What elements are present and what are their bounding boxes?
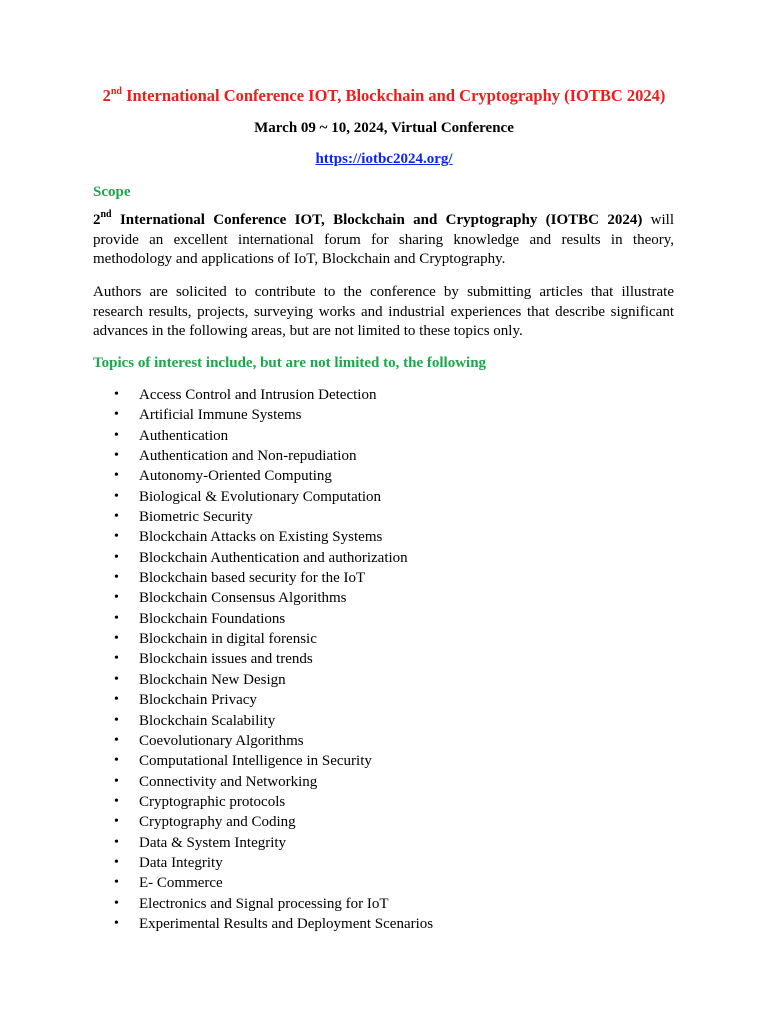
bullet-icon: • bbox=[114, 590, 119, 606]
bullet-icon: • bbox=[114, 549, 119, 565]
topic-text: Blockchain Foundations bbox=[139, 610, 286, 627]
list-item bbox=[93, 405, 433, 425]
topic-text: Cryptography and Coding bbox=[139, 814, 296, 831]
scope-lead-text: International Conference IOT, Blockchain and Cryptography (IOTBC 2024) bbox=[111, 212, 643, 228]
list-item bbox=[93, 914, 433, 934]
scope-lead-ordinal: 2 bbox=[93, 212, 101, 228]
bullet-icon: • bbox=[114, 488, 119, 504]
list-item bbox=[93, 466, 433, 486]
list-item bbox=[93, 548, 433, 568]
topic-text: Coevolutionary Algorithms bbox=[139, 732, 304, 749]
list-item bbox=[93, 772, 433, 792]
topic-text: Cryptographic protocols bbox=[139, 793, 286, 810]
title-text: International Conference IOT, Blockchain and Cryptography (IOTBC 2024) bbox=[121, 86, 666, 105]
bullet-icon: • bbox=[114, 895, 119, 911]
bullet-icon: • bbox=[114, 732, 119, 748]
list-item bbox=[93, 385, 433, 405]
bullet-icon: • bbox=[114, 651, 119, 667]
bullet-icon: • bbox=[114, 854, 119, 870]
topic-text: Access Control and Intrusion Detection bbox=[139, 387, 377, 403]
topic-text: Blockchain Scalability bbox=[139, 712, 276, 729]
topic-text: E- Commerce bbox=[139, 875, 223, 892]
topic-text: Blockchain Attacks on Existing Systems bbox=[139, 529, 383, 546]
list-item bbox=[93, 649, 433, 669]
list-item bbox=[93, 690, 433, 710]
list-item bbox=[93, 751, 433, 771]
list-item bbox=[93, 873, 433, 893]
scope-paragraph-1-text: will provide an excellent international forum for sharing knowledge and results in theory, methodology and applications of IoT, Blockchain and Cryptography. bbox=[93, 212, 674, 267]
conference-url-link[interactable]: https://iotbc2024.org/ bbox=[315, 151, 453, 167]
bullet-icon: • bbox=[114, 570, 119, 586]
bullet-icon: • bbox=[114, 448, 119, 464]
bullet-icon: • bbox=[114, 387, 119, 402]
topic-text: Artificial Immune Systems bbox=[139, 407, 302, 424]
topic-text: Connectivity and Networking bbox=[139, 773, 318, 790]
list-item bbox=[93, 711, 433, 731]
topic-text: Data & System Integrity bbox=[139, 834, 287, 851]
conference-url-line bbox=[0, 148, 768, 170]
list-item bbox=[93, 853, 433, 873]
topic-text: Blockchain Privacy bbox=[139, 692, 257, 709]
title-ordinal: 2 bbox=[102, 86, 111, 105]
bullet-icon: • bbox=[114, 793, 119, 809]
conference-dates: March 09 ~ 10, 2024, Virtual Conference bbox=[254, 120, 514, 136]
topic-text: Blockchain New Design bbox=[139, 671, 286, 688]
topic-text: Authentication and Non-repudiation bbox=[139, 448, 357, 465]
bullet-icon: • bbox=[114, 692, 119, 708]
bullet-icon: • bbox=[114, 671, 119, 687]
scope-heading: Scope bbox=[93, 184, 131, 200]
list-item bbox=[93, 894, 433, 914]
bullet-icon: • bbox=[114, 509, 119, 525]
topics-list bbox=[93, 385, 433, 934]
conference-title bbox=[0, 84, 768, 108]
bullet-icon: • bbox=[114, 915, 119, 931]
list-item bbox=[93, 833, 433, 853]
bullet-icon: • bbox=[114, 407, 119, 423]
list-item bbox=[93, 670, 433, 690]
bullet-icon: • bbox=[114, 712, 119, 728]
bullet-icon: • bbox=[114, 468, 119, 484]
bullet-icon: • bbox=[114, 814, 119, 830]
bullet-icon: • bbox=[114, 875, 119, 891]
topic-text: Blockchain Consensus Algorithms bbox=[139, 590, 347, 607]
scope-lead-ordinal-suffix: nd bbox=[100, 209, 112, 220]
bullet-icon: • bbox=[114, 610, 119, 626]
topic-text: Biometric Security bbox=[139, 509, 253, 526]
bullet-icon: • bbox=[114, 834, 119, 850]
list-item bbox=[93, 609, 433, 629]
topic-text: Authentication bbox=[139, 427, 229, 444]
bullet-icon: • bbox=[114, 427, 119, 443]
bullet-icon: • bbox=[114, 753, 119, 769]
list-item bbox=[93, 527, 433, 547]
topic-text: Experimental Results and Deployment Scenarios bbox=[139, 915, 434, 932]
bullet-icon: • bbox=[114, 773, 119, 789]
list-item bbox=[93, 568, 433, 588]
topic-text: Computational Intelligence in Security bbox=[139, 753, 372, 770]
topics-heading: Topics of interest include, but are not limited to, the following bbox=[93, 355, 487, 371]
list-item bbox=[93, 487, 433, 507]
scope-lead bbox=[93, 209, 643, 228]
title-ordinal-suffix: nd bbox=[110, 85, 122, 97]
list-item bbox=[93, 731, 433, 751]
bullet-icon: • bbox=[114, 529, 119, 545]
topic-text: Blockchain Authentication and authorization bbox=[139, 549, 408, 566]
topic-text: Blockchain in digital forensic bbox=[139, 631, 317, 648]
topic-text: Autonomy-Oriented Computing bbox=[139, 468, 332, 485]
topic-text: Blockchain based security for the IoT bbox=[139, 570, 366, 587]
list-item bbox=[93, 588, 433, 608]
list-item bbox=[93, 792, 433, 812]
topic-text: Data Integrity bbox=[139, 854, 223, 871]
bullet-icon: • bbox=[114, 631, 119, 647]
list-item bbox=[93, 426, 433, 446]
scope-paragraph-2: Authors are solicited to contribute to the conference by submitting articles that illustrate research results, projects, surveying works and industrial experiences that describe significant advances in the following areas, but are not limited to these topics only. bbox=[93, 284, 674, 339]
topic-text: Biological & Evolutionary Computation bbox=[139, 488, 382, 505]
list-item bbox=[93, 446, 433, 466]
list-item bbox=[93, 812, 433, 832]
topic-text: Electronics and Signal processing for IoT bbox=[139, 895, 389, 912]
list-item bbox=[93, 629, 433, 649]
list-item bbox=[93, 507, 433, 527]
topic-text: Blockchain issues and trends bbox=[139, 651, 313, 668]
scope-paragraph-1 bbox=[93, 211, 674, 270]
